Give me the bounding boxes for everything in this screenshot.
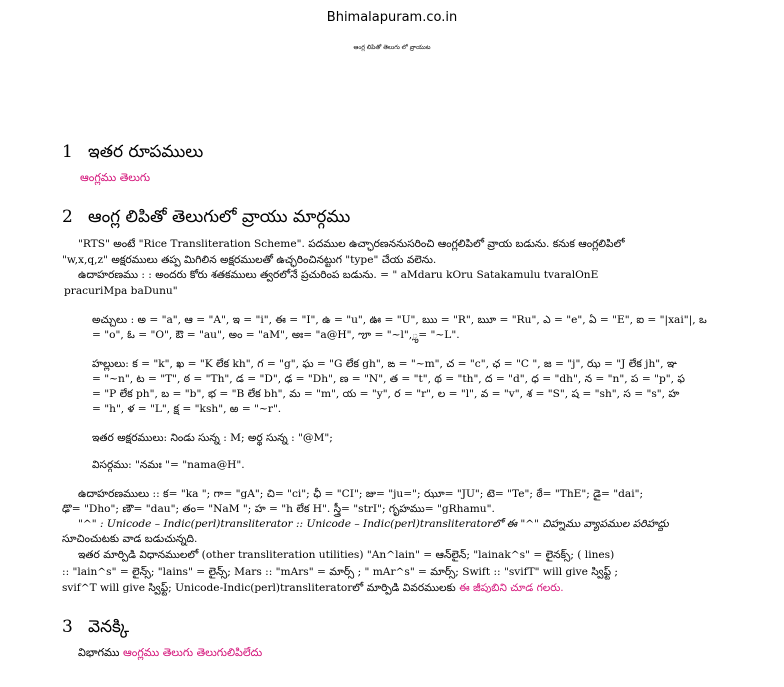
section-number: 3	[62, 617, 73, 637]
examples-line: ఉదాహరణములు :: క= "ka "; గా= "gA"; చి= "ci"; ఛీ = "CI"; జు= "ju="; ఝూ= "JU"; టె= "Te"; ఠే= "ThE"; డై= "dai";	[78, 488, 644, 500]
para-line: pracuriMpa baDunu"	[64, 285, 178, 297]
link-english[interactable]: ఆంగ్లము	[80, 171, 117, 184]
para-line: "w,x,q,z" అక్షరములు తప్ప మిగిలిన అక్షరములతో ఉచ్ఛరించినట్టుగ "type" చేయ వలెను.	[62, 254, 437, 266]
section-1-links	[80, 170, 150, 185]
consonants-line: హల్లులు: క = "k", ఖ = "K లేక kh", గ = "g", ఘ = "G లేక gh", ఙ = "~m", చ = "c", ఛ = "C ", జ = "j", ఝ = "J లేక jh", ఞ	[92, 358, 678, 370]
caret-note-line: సూచించుటకు వాడ బడుచున్నది.	[62, 533, 198, 545]
section-3-links	[78, 645, 262, 660]
para-line: ఉదాహరణము : : అందరు కోరు శతకములు త్వరలోనే ప్రచురింప బడును. = " aMdaru kOru Satakamulu tvaralOnE	[78, 269, 599, 281]
consonants-line: = "P లేక ph", బ = "b", భ = "B లేక bh", మ = "m", య = "y", ర = "r", ల = "l", వ = "v", శ = "S", ష = "sh", స = "s", హ	[92, 388, 680, 400]
page-title: ఆంగ్ల లిపితో తెలుగు లో వ్రాయుట	[353, 44, 431, 51]
visargam-line: విసర్గము: "నమః "= "nama@H".	[92, 459, 245, 471]
section-number: 2	[62, 207, 73, 227]
link-telugu[interactable]: తెలుగు	[119, 171, 151, 184]
utilities-line	[62, 581, 564, 596]
section-title: వెనక్కి	[88, 617, 130, 637]
section-number: 1	[62, 142, 73, 162]
vowels-line: అచ్చులు : అ = "a", ఆ = "A", ఇ = "i", ఈ = "I", ఉ = "u", ఊ = "U", ఋ = "R", ౠ = "Ru", ఎ = "e", ఏ = "E", ఐ = "|xai"|, ఒ	[92, 314, 707, 326]
other-letters-line: ఇతర అక్షరములు: నిండు సున్న : M; అర్థ సున్న : "@M";	[92, 432, 333, 444]
section-2-heading	[62, 207, 350, 231]
para-line: "RTS" అంటే "Rice Transliteration Scheme". పదముల ఉచ్ఛారణననుసరించి ఆంగ్లలిపిలో వ్రాయ బడును. కనుక ఆంగ్లలిపిలో	[78, 238, 625, 250]
site-name: Bhimalapuram.co.in	[326, 10, 458, 25]
utilities-line: ఇతర మార్పిడి విధానములలో (other transliteration utilities) "An^lain" = ఆన్‌లైన్; "lainak^s" = లైనక్స్; ( lines)	[78, 549, 615, 561]
caret-note-line: "^" : Unicode – Indic(perl)transliterator :: Unicode – Indic(perl)transliteratorలో ఈ "^" చిహ్నము వ్యాపముల పరిహద్దు	[78, 518, 669, 530]
details-link[interactable]: ఈ జీపుబిని చూడ గలరు.	[459, 582, 564, 594]
consonants-line: = "h", ళ = "L", క్ష = "ksh", ఱ = "~r".	[92, 403, 282, 415]
section-1-heading	[62, 142, 203, 166]
section-title: ఇతర రూపములు	[88, 142, 204, 162]
section-title: ఆంగ్ల లిపితో తెలుగులో వ్రాయు మార్గము	[88, 207, 351, 227]
consonants-line: = "~n", ట = "T", ఠ = "Th", డ = "D", ఢ = "Dh", ణ = "N", త = "t", థ = "th", ద = "d", ధ = "dh", న = "n", ప = "p", ఫ	[92, 373, 685, 385]
utilities-line: :: "lain^s" = లైన్స్; "lains" = లైన్స్; Mars :: "mArs" = మార్స్ ; " mAr^s" = మార్స్; Swift :: "svifT" will give స్విఫ్ట్ ;	[62, 566, 618, 578]
examples-line: ఢొ= "Dho"; ణౌ= "dau"; తం= "NaM "; హ = "h లేక H". స్త్రీ= "strI"; గృహము= "gRhamu".	[62, 503, 495, 515]
link-english[interactable]: ఆంగ్లము	[122, 646, 160, 659]
section-3-heading	[62, 617, 129, 641]
link-telugu-no-script[interactable]: తెలుగులిపిలేదు	[196, 646, 263, 659]
utilities-text: svif^T will give స్విఫ్ట్; Unicode-Indic(perl)transliteratorలో మార్పిడి వివరములకు	[62, 582, 456, 594]
link-telugu[interactable]: తెలుగు	[162, 646, 194, 659]
vowels-line: = "o", ఓ = "O", ఔ = "au", అం = "aM", అః= "a@H", ౡ = "~l",ౢ= "~L".	[92, 329, 460, 341]
category-label: విభాగము	[78, 646, 120, 659]
